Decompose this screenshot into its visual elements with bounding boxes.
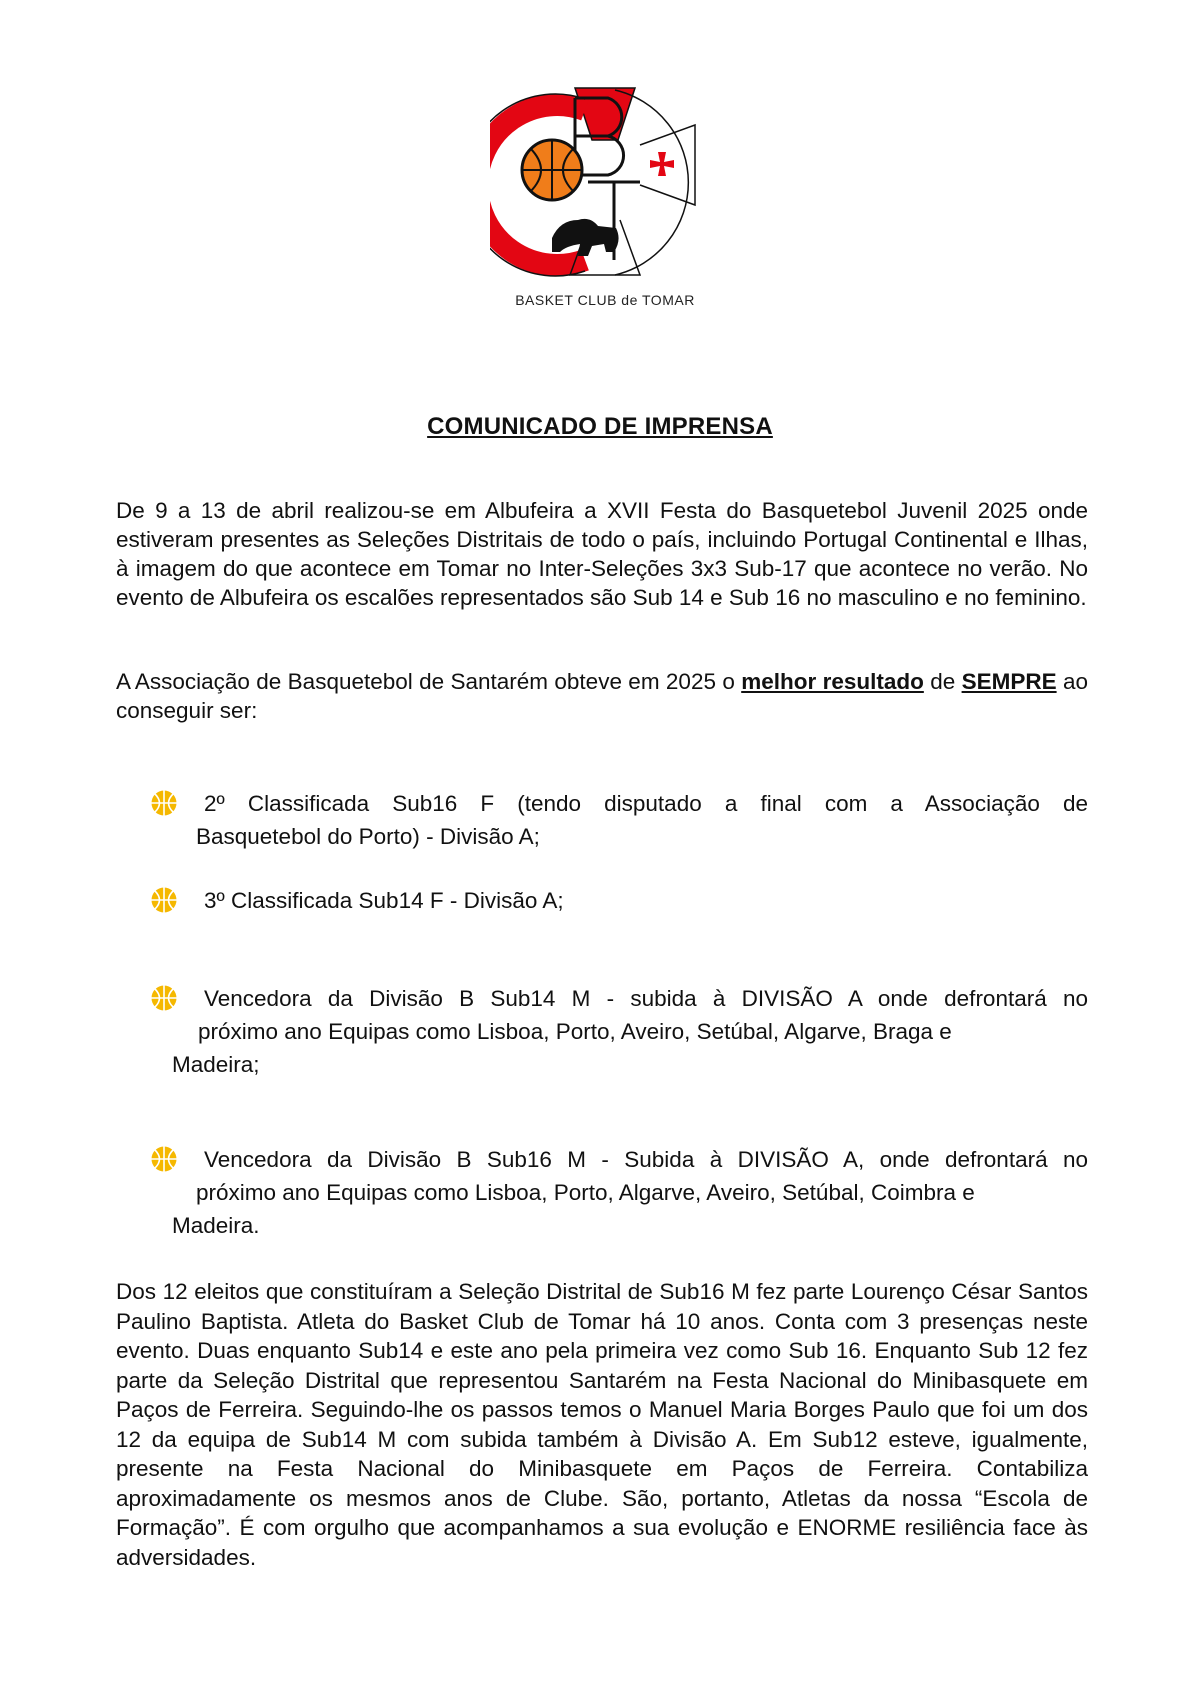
highlight-best-result: melhor resultado	[741, 669, 924, 694]
list-item-last-line: Madeira.	[172, 1213, 260, 1238]
highlight-always: SEMPRE	[961, 669, 1057, 694]
club-crest-icon	[490, 70, 720, 290]
list-item-line: Vencedora da Divisão B Sub16 M - Subida à DIVISÃO A, onde defrontará no	[204, 1147, 1088, 1172]
page-title: COMUNICADO DE IMPRENSA	[427, 413, 773, 440]
basketball-icon	[150, 984, 178, 1012]
list-item	[150, 1143, 1088, 1242]
list-item-line: 2º Classificada Sub16 F (tendo disputado a final com a Associação de	[204, 791, 1088, 816]
paragraph-result-after: ao conseguir ser:	[116, 669, 1088, 723]
list-item-continuation: Basquetebol do Porto) - Divisão A;	[196, 824, 540, 849]
basketball-icon	[150, 886, 178, 914]
list-item	[150, 884, 1088, 917]
basketball-icon	[150, 1145, 178, 1173]
list-item	[150, 982, 1088, 1081]
paragraph-intro: De 9 a 13 de abril realizou-se em Albufeira a XVII Festa do Basquetebol Juvenil 2025 onde estiveram presentes as Seleções Distritais de todo o país, incluindo Portugal Continental e Ilhas, à imagem do que acontece em Tomar no Inter-Seleções 3x3 Sub-17 que acontece no verão. No evento de Albufeira os escalões representados são Sub 14 e Sub 16 no masculino e no feminino.	[116, 498, 1088, 610]
paragraph-result-before: A Associação de Basquetebol de Santarém obteve em 2025 o	[116, 669, 742, 694]
club-logo	[490, 70, 720, 320]
paragraph-result-middle: de	[923, 669, 962, 694]
basketball-icon	[150, 789, 178, 817]
paragraph-result	[116, 667, 1088, 725]
list-item-line: Vencedora da Divisão B Sub14 M - subida à DIVISÃO A onde defrontará no	[204, 986, 1088, 1011]
logo-caption: BASKET CLUB de TOMAR	[515, 292, 695, 308]
list-item-last-line: Madeira;	[172, 1052, 260, 1077]
list-item-continuation: próximo ano Equipas como Lisboa, Porto, Aveiro, Setúbal, Algarve, Braga e	[198, 1019, 952, 1044]
list-item-line: 3º Classificada Sub14 F - Divisão A;	[204, 888, 564, 913]
paragraph-athletes: Dos 12 eleitos que constituíram a Seleção Distrital de Sub16 M fez parte Lourenço César Santos Paulino Baptista. Atleta do Basket Club de Tomar há 10 anos. Conta com 3 presenças neste evento. Duas enquanto Sub14 e este ano pela primeira vez como Sub 16. Enquanto Sub 12 fez parte da Seleção Distrital que representou Santarém na Festa Nacional do Minibasquete em Paços de Ferreira. Seguindo-lhe os passos temos o Manuel Maria Borges Paulo que foi um dos 12 da equipa de Sub14 M com subida também à Divisão A. Em Sub12 esteve, igualmente, presente na Festa Nacional do Minibasquete em Paços de Ferreira. Contabiliza aproximadamente os mesmos anos de Clube. São, portanto, Atletas da nossa “Escola de Formação”. É com orgulho que acompanhamos a sua evolução e ENORME resiliência face às adversidades.	[116, 1279, 1088, 1570]
list-item	[150, 787, 1088, 853]
list-item-continuation: próximo ano Equipas como Lisboa, Porto, Algarve, Aveiro, Setúbal, Coimbra e	[196, 1180, 975, 1205]
